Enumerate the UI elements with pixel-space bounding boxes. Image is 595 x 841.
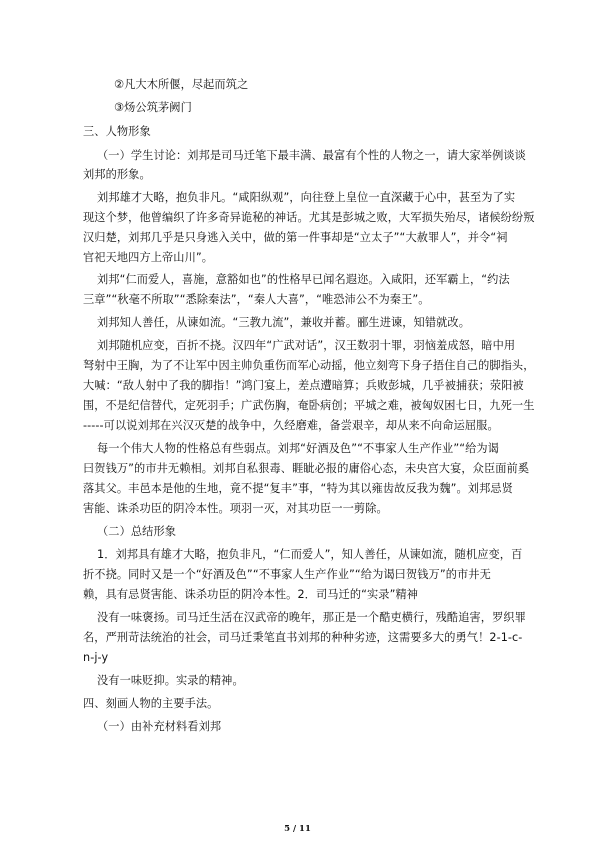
paragraph-line: 大喊：“敌人射中了我的脚指！”鸿门宴上，差点遭暗算；兵败彭城，几乎被捕获；荥阳被 xyxy=(83,379,524,392)
paragraph-line: 名，严刑苛法统治的社会，司马迁秉笔直书刘邦的种种劣迹，这需要多大的勇气！2-1-c- xyxy=(83,631,523,644)
paragraph-line: （一）学生讨论：刘邦是司马迁笔下最丰满、最富有个性的人物之一，请大家举例谈谈 xyxy=(97,149,526,162)
paragraph-line: 刘邦“仁而爱人，喜施，意豁如也”的性格早已闻名遐迩。入咸阳，还军霸上，“约法 xyxy=(97,273,510,286)
paragraph-line: 没有一味贬抑。实录的精神。 xyxy=(97,674,244,687)
paragraph-line: 1．刘邦具有雄才大略，抱负非凡，“仁而爱人”，知人善任，从谏如流，随机应变，百 xyxy=(97,548,523,561)
list-item-3: ③炀公筑茅阙门 xyxy=(114,101,192,114)
paragraph-line: 围，不是纪信替代，定死羽手；广武伤胸，奄卧病创；平城之难，被匈奴困七日，九死一生 xyxy=(83,399,535,412)
paragraph-line: 折不挠。同时又是一个“好酒及色”“不事家人生产作业”“给为谒曰贺钱万”的市井无 xyxy=(83,568,491,581)
page-number: 5 / 11 xyxy=(284,824,311,834)
paragraph-line: 赖，具有忌贤害能、诛杀功臣的阴冷本性。2．司马迁的“实录”精神 xyxy=(83,588,419,601)
paragraph-line: -----可以说刘邦在兴汉灭楚的战争中，久经磨难，备尝艰辛，却从来不向命运屈服。 xyxy=(83,419,499,432)
paragraph-line: 弩射中王胸，为了不让军中因主帅负重伤而军心动摇，他立刻弯下身子捂住自己的脚指头， xyxy=(83,359,535,372)
list-item-2: ②凡大木所偃，尽起而筑之 xyxy=(114,78,249,91)
paragraph-line: 刘邦雄才大略，抱负非凡。“咸阳纵观”，向往登上皇位一直深藏于心中，甚至为了实 xyxy=(97,191,516,204)
paragraph-line: 落其父。丰邑本是他的生地，竟不提“复丰”事，“特为其以雍齿故反我为魏”。刘邦忌贤 xyxy=(83,482,513,495)
subsection-heading: （一）由补充材料看刘邦 xyxy=(97,720,222,733)
paragraph-line: 害能、诛杀功臣的阴冷本性。项羽一灭，对其功臣一一剪除。 xyxy=(83,502,388,515)
paragraph-line: 官祀天地四方上帝山川”。 xyxy=(83,251,214,264)
paragraph-line: 汉归楚，刘邦几乎是只身逃入关中，做的第一件事却是“立太子”“大赦罪人”，并令“祠 xyxy=(83,231,508,244)
subsection-heading: （二）总结形象 xyxy=(97,525,177,538)
paragraph-line: 三章”“秋毫不所取”“悉除秦法”，“秦人大喜”，“唯恐沛公不为秦王”。 xyxy=(83,293,430,306)
paragraph-line: 刘邦的形象。 xyxy=(83,168,151,181)
paragraph-line: n-j-y xyxy=(83,651,109,664)
paragraph-line: 现这个梦，他曾编织了许多奇异诡秘的神话。尤其是彭城之败，大军损失殆尽，诸候纷纷叛 xyxy=(83,211,535,224)
paragraph-line: 曰贺钱万”的市井无赖相。刘邦自私狠毒、睚眦必报的庸俗心态，未央宫大宴，众臣面前奚 xyxy=(83,462,530,475)
paragraph-line: 刘邦随机应变，百折不挠。汉四年“广武对话”，汉王数羽十罪，羽恼羞成怒，暗中用 xyxy=(97,339,516,352)
section-heading-3: 三、人物形象 xyxy=(83,125,151,138)
paragraph-line: 没有一味褒扬。司马迁生活在汉武帝的晚年，那正是一个酷吏横行，残酷追害，罗织罪 xyxy=(97,611,526,624)
section-heading-4: 四、刻画人物的主要手法。 xyxy=(83,697,219,710)
paragraph-line: 刘邦知人善任，从谏如流。“三教九流”，兼收并蓄。郦生进谏，知错就改。 xyxy=(97,316,470,329)
paragraph-line: 每一个伟大人物的性格总有些弱点。刘邦“好酒及色”“不事家人生产作业”“给为谒 xyxy=(97,442,499,455)
